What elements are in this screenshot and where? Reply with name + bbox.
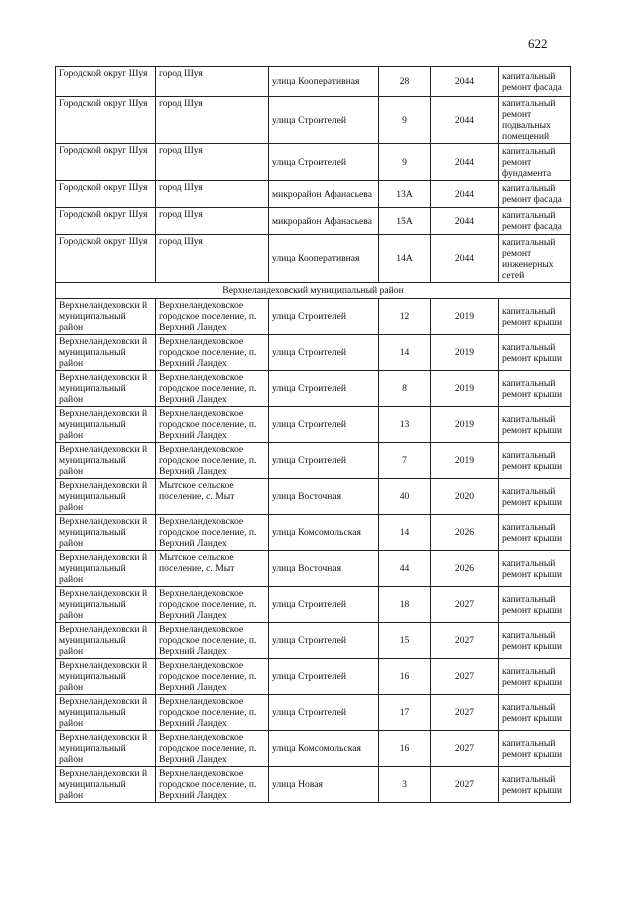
settlement-cell: Верхнеландеховское городское поселение, п. Верхний Ландех bbox=[156, 767, 269, 803]
work-cell: капитальный ремонт крыши bbox=[499, 695, 571, 731]
district-cell: Городской округ Шуя bbox=[56, 67, 156, 97]
year-cell: 2027 bbox=[431, 731, 499, 767]
street-cell: улица Строителей bbox=[269, 371, 379, 407]
settlement-cell: город Шуя bbox=[156, 181, 269, 208]
year-cell: 2044 bbox=[431, 67, 499, 97]
table-row bbox=[56, 335, 571, 371]
house-cell: 9 bbox=[379, 97, 431, 144]
house-cell: 12 bbox=[379, 299, 431, 335]
district-cell: Верхнеландеховски й муниципальный район bbox=[56, 407, 156, 443]
year-cell: 2044 bbox=[431, 181, 499, 208]
year-cell: 2044 bbox=[431, 144, 499, 181]
street-cell: микрорайон Афанасьева bbox=[269, 208, 379, 235]
street-cell: улица Комсомольская bbox=[269, 731, 379, 767]
year-cell: 2027 bbox=[431, 695, 499, 731]
table-row bbox=[56, 97, 571, 144]
street-cell: улица Кооперативная bbox=[269, 67, 379, 97]
year-cell: 2019 bbox=[431, 371, 499, 407]
house-cell: 7 bbox=[379, 443, 431, 479]
work-cell: капитальный ремонт фасада bbox=[499, 208, 571, 235]
district-cell: Верхнеландеховски й муниципальный район bbox=[56, 767, 156, 803]
work-cell: капитальный ремонт крыши bbox=[499, 479, 571, 515]
table-row bbox=[56, 144, 571, 181]
year-cell: 2019 bbox=[431, 335, 499, 371]
settlement-cell: Верхнеландеховское городское поселение, п. Верхний Ландех bbox=[156, 371, 269, 407]
work-cell: капитальный ремонт крыши bbox=[499, 767, 571, 803]
settlement-cell: город Шуя bbox=[156, 67, 269, 97]
street-cell: улица Строителей bbox=[269, 443, 379, 479]
district-cell: Верхнеландеховски й муниципальный район bbox=[56, 659, 156, 695]
table-row bbox=[56, 67, 571, 97]
work-cell: капитальный ремонт фундамента bbox=[499, 144, 571, 181]
settlement-cell: Мытское сельское поселение, с. Мыт bbox=[156, 551, 269, 587]
district-cell: Городской округ Шуя bbox=[56, 208, 156, 235]
table-row bbox=[56, 767, 571, 803]
street-cell: улица Строителей bbox=[269, 144, 379, 181]
street-cell: улица Строителей bbox=[269, 623, 379, 659]
district-cell: Верхнеландеховски й муниципальный район bbox=[56, 479, 156, 515]
table-row bbox=[56, 299, 571, 335]
house-cell: 9 bbox=[379, 144, 431, 181]
year-cell: 2020 bbox=[431, 479, 499, 515]
work-cell: капитальный ремонт фасада bbox=[499, 67, 571, 97]
street-cell: улица Строителей bbox=[269, 659, 379, 695]
table-row bbox=[56, 515, 571, 551]
year-cell: 2027 bbox=[431, 587, 499, 623]
year-cell: 2044 bbox=[431, 97, 499, 144]
work-cell: капитальный ремонт крыши bbox=[499, 587, 571, 623]
table-row bbox=[56, 208, 571, 235]
settlement-cell: город Шуя bbox=[156, 235, 269, 283]
settlement-cell: Верхнеландеховское городское поселение, п. Верхний Ландех bbox=[156, 623, 269, 659]
street-cell: улица Строителей bbox=[269, 587, 379, 623]
street-cell: улица Комсомольская bbox=[269, 515, 379, 551]
settlement-cell: город Шуя bbox=[156, 97, 269, 144]
work-cell: капитальный ремонт фасада bbox=[499, 181, 571, 208]
district-cell: Верхнеландеховски й муниципальный район bbox=[56, 695, 156, 731]
table-row bbox=[56, 235, 571, 283]
work-cell: капитальный ремонт крыши bbox=[499, 371, 571, 407]
street-cell: улица Строителей bbox=[269, 97, 379, 144]
house-cell: 15А bbox=[379, 208, 431, 235]
table-row bbox=[56, 623, 571, 659]
work-cell: капитальный ремонт крыши bbox=[499, 551, 571, 587]
table-row bbox=[56, 731, 571, 767]
street-cell: улица Строителей bbox=[269, 299, 379, 335]
table-row bbox=[56, 587, 571, 623]
house-cell: 18 bbox=[379, 587, 431, 623]
year-cell: 2027 bbox=[431, 623, 499, 659]
district-cell: Городской округ Шуя bbox=[56, 97, 156, 144]
settlement-cell: Мытское сельское поселение, с. Мыт bbox=[156, 479, 269, 515]
settlement-cell: Верхнеландеховское городское поселение, п. Верхний Ландех bbox=[156, 407, 269, 443]
district-cell: Верхнеландеховски й муниципальный район bbox=[56, 299, 156, 335]
year-cell: 2019 bbox=[431, 443, 499, 479]
district-cell: Городской округ Шуя bbox=[56, 144, 156, 181]
settlement-cell: Верхнеландеховское городское поселение, п. Верхний Ландех bbox=[156, 515, 269, 551]
work-cell: капитальный ремонт крыши bbox=[499, 659, 571, 695]
work-cell: капитальный ремонт крыши bbox=[499, 443, 571, 479]
year-cell: 2044 bbox=[431, 208, 499, 235]
street-cell: улица Восточная bbox=[269, 479, 379, 515]
street-cell: улица Восточная bbox=[269, 551, 379, 587]
page-number: 622 bbox=[528, 36, 548, 51]
year-cell: 2026 bbox=[431, 551, 499, 587]
street-cell: улица Кооперативная bbox=[269, 235, 379, 283]
work-cell: капитальный ремонт крыши bbox=[499, 407, 571, 443]
settlement-cell: город Шуя bbox=[156, 208, 269, 235]
year-cell: 2026 bbox=[431, 515, 499, 551]
work-cell: капитальный ремонт крыши bbox=[499, 623, 571, 659]
house-cell: 14 bbox=[379, 335, 431, 371]
table-row bbox=[56, 371, 571, 407]
table-row bbox=[56, 407, 571, 443]
year-cell: 2027 bbox=[431, 767, 499, 803]
table-row bbox=[56, 551, 571, 587]
district-cell: Верхнеландеховски й муниципальный район bbox=[56, 515, 156, 551]
settlement-cell: Верхнеландеховское городское поселение, п. Верхний Ландех bbox=[156, 299, 269, 335]
street-cell: улица Строителей bbox=[269, 335, 379, 371]
district-cell: Верхнеландеховски й муниципальный район bbox=[56, 335, 156, 371]
work-cell: капитальный ремонт крыши bbox=[499, 731, 571, 767]
house-cell: 13 bbox=[379, 407, 431, 443]
district-cell: Верхнеландеховски й муниципальный район bbox=[56, 731, 156, 767]
year-cell: 2019 bbox=[431, 299, 499, 335]
settlement-cell: город Шуя bbox=[156, 144, 269, 181]
house-cell: 14 bbox=[379, 515, 431, 551]
district-cell: Верхнеландеховски й муниципальный район bbox=[56, 623, 156, 659]
section-title: Верхнеландеховский муниципальный район bbox=[56, 283, 571, 299]
settlement-cell: Верхнеландеховское городское поселение, п. Верхний Ландех bbox=[156, 587, 269, 623]
settlement-cell: Верхнеландеховское городское поселение, п. Верхний Ландех bbox=[156, 335, 269, 371]
house-cell: 15 bbox=[379, 623, 431, 659]
section-header-row bbox=[56, 283, 571, 299]
table-row bbox=[56, 443, 571, 479]
house-cell: 8 bbox=[379, 371, 431, 407]
settlement-cell: Верхнеландеховское городское поселение, п. Верхний Ландех bbox=[156, 443, 269, 479]
settlement-cell: Верхнеландеховское городское поселение, п. Верхний Ландех bbox=[156, 731, 269, 767]
house-cell: 16 bbox=[379, 731, 431, 767]
house-cell: 3 bbox=[379, 767, 431, 803]
district-cell: Верхнеландеховски й муниципальный район bbox=[56, 587, 156, 623]
house-cell: 40 bbox=[379, 479, 431, 515]
work-cell: капитальный ремонт крыши bbox=[499, 335, 571, 371]
street-cell: улица Строителей bbox=[269, 407, 379, 443]
year-cell: 2019 bbox=[431, 407, 499, 443]
house-cell: 17 bbox=[379, 695, 431, 731]
table-row bbox=[56, 659, 571, 695]
house-cell: 28 bbox=[379, 67, 431, 97]
work-cell: капитальный ремонт инженерных сетей bbox=[499, 235, 571, 283]
district-cell: Верхнеландеховски й муниципальный район bbox=[56, 443, 156, 479]
house-cell: 14А bbox=[379, 235, 431, 283]
house-cell: 44 bbox=[379, 551, 431, 587]
table-row bbox=[56, 181, 571, 208]
settlement-cell: Верхнеландеховское городское поселение, п. Верхний Ландех bbox=[156, 659, 269, 695]
house-cell: 13А bbox=[379, 181, 431, 208]
year-cell: 2027 bbox=[431, 659, 499, 695]
district-cell: Городской округ Шуя bbox=[56, 181, 156, 208]
district-cell: Верхнеландеховски й муниципальный район bbox=[56, 371, 156, 407]
district-cell: Городской округ Шуя bbox=[56, 235, 156, 283]
table-row bbox=[56, 695, 571, 731]
house-cell: 16 bbox=[379, 659, 431, 695]
work-cell: капитальный ремонт подвальных помещений bbox=[499, 97, 571, 144]
district-cell: Верхнеландеховски й муниципальный район bbox=[56, 551, 156, 587]
work-cell: капитальный ремонт крыши bbox=[499, 515, 571, 551]
work-cell: капитальный ремонт крыши bbox=[499, 299, 571, 335]
street-cell: улица Новая bbox=[269, 767, 379, 803]
repair-program-table bbox=[55, 66, 571, 803]
street-cell: микрорайон Афанасьева bbox=[269, 181, 379, 208]
settlement-cell: Верхнеландеховское городское поселение, п. Верхний Ландех bbox=[156, 695, 269, 731]
street-cell: улица Строителей bbox=[269, 695, 379, 731]
year-cell: 2044 bbox=[431, 235, 499, 283]
table-row bbox=[56, 479, 571, 515]
